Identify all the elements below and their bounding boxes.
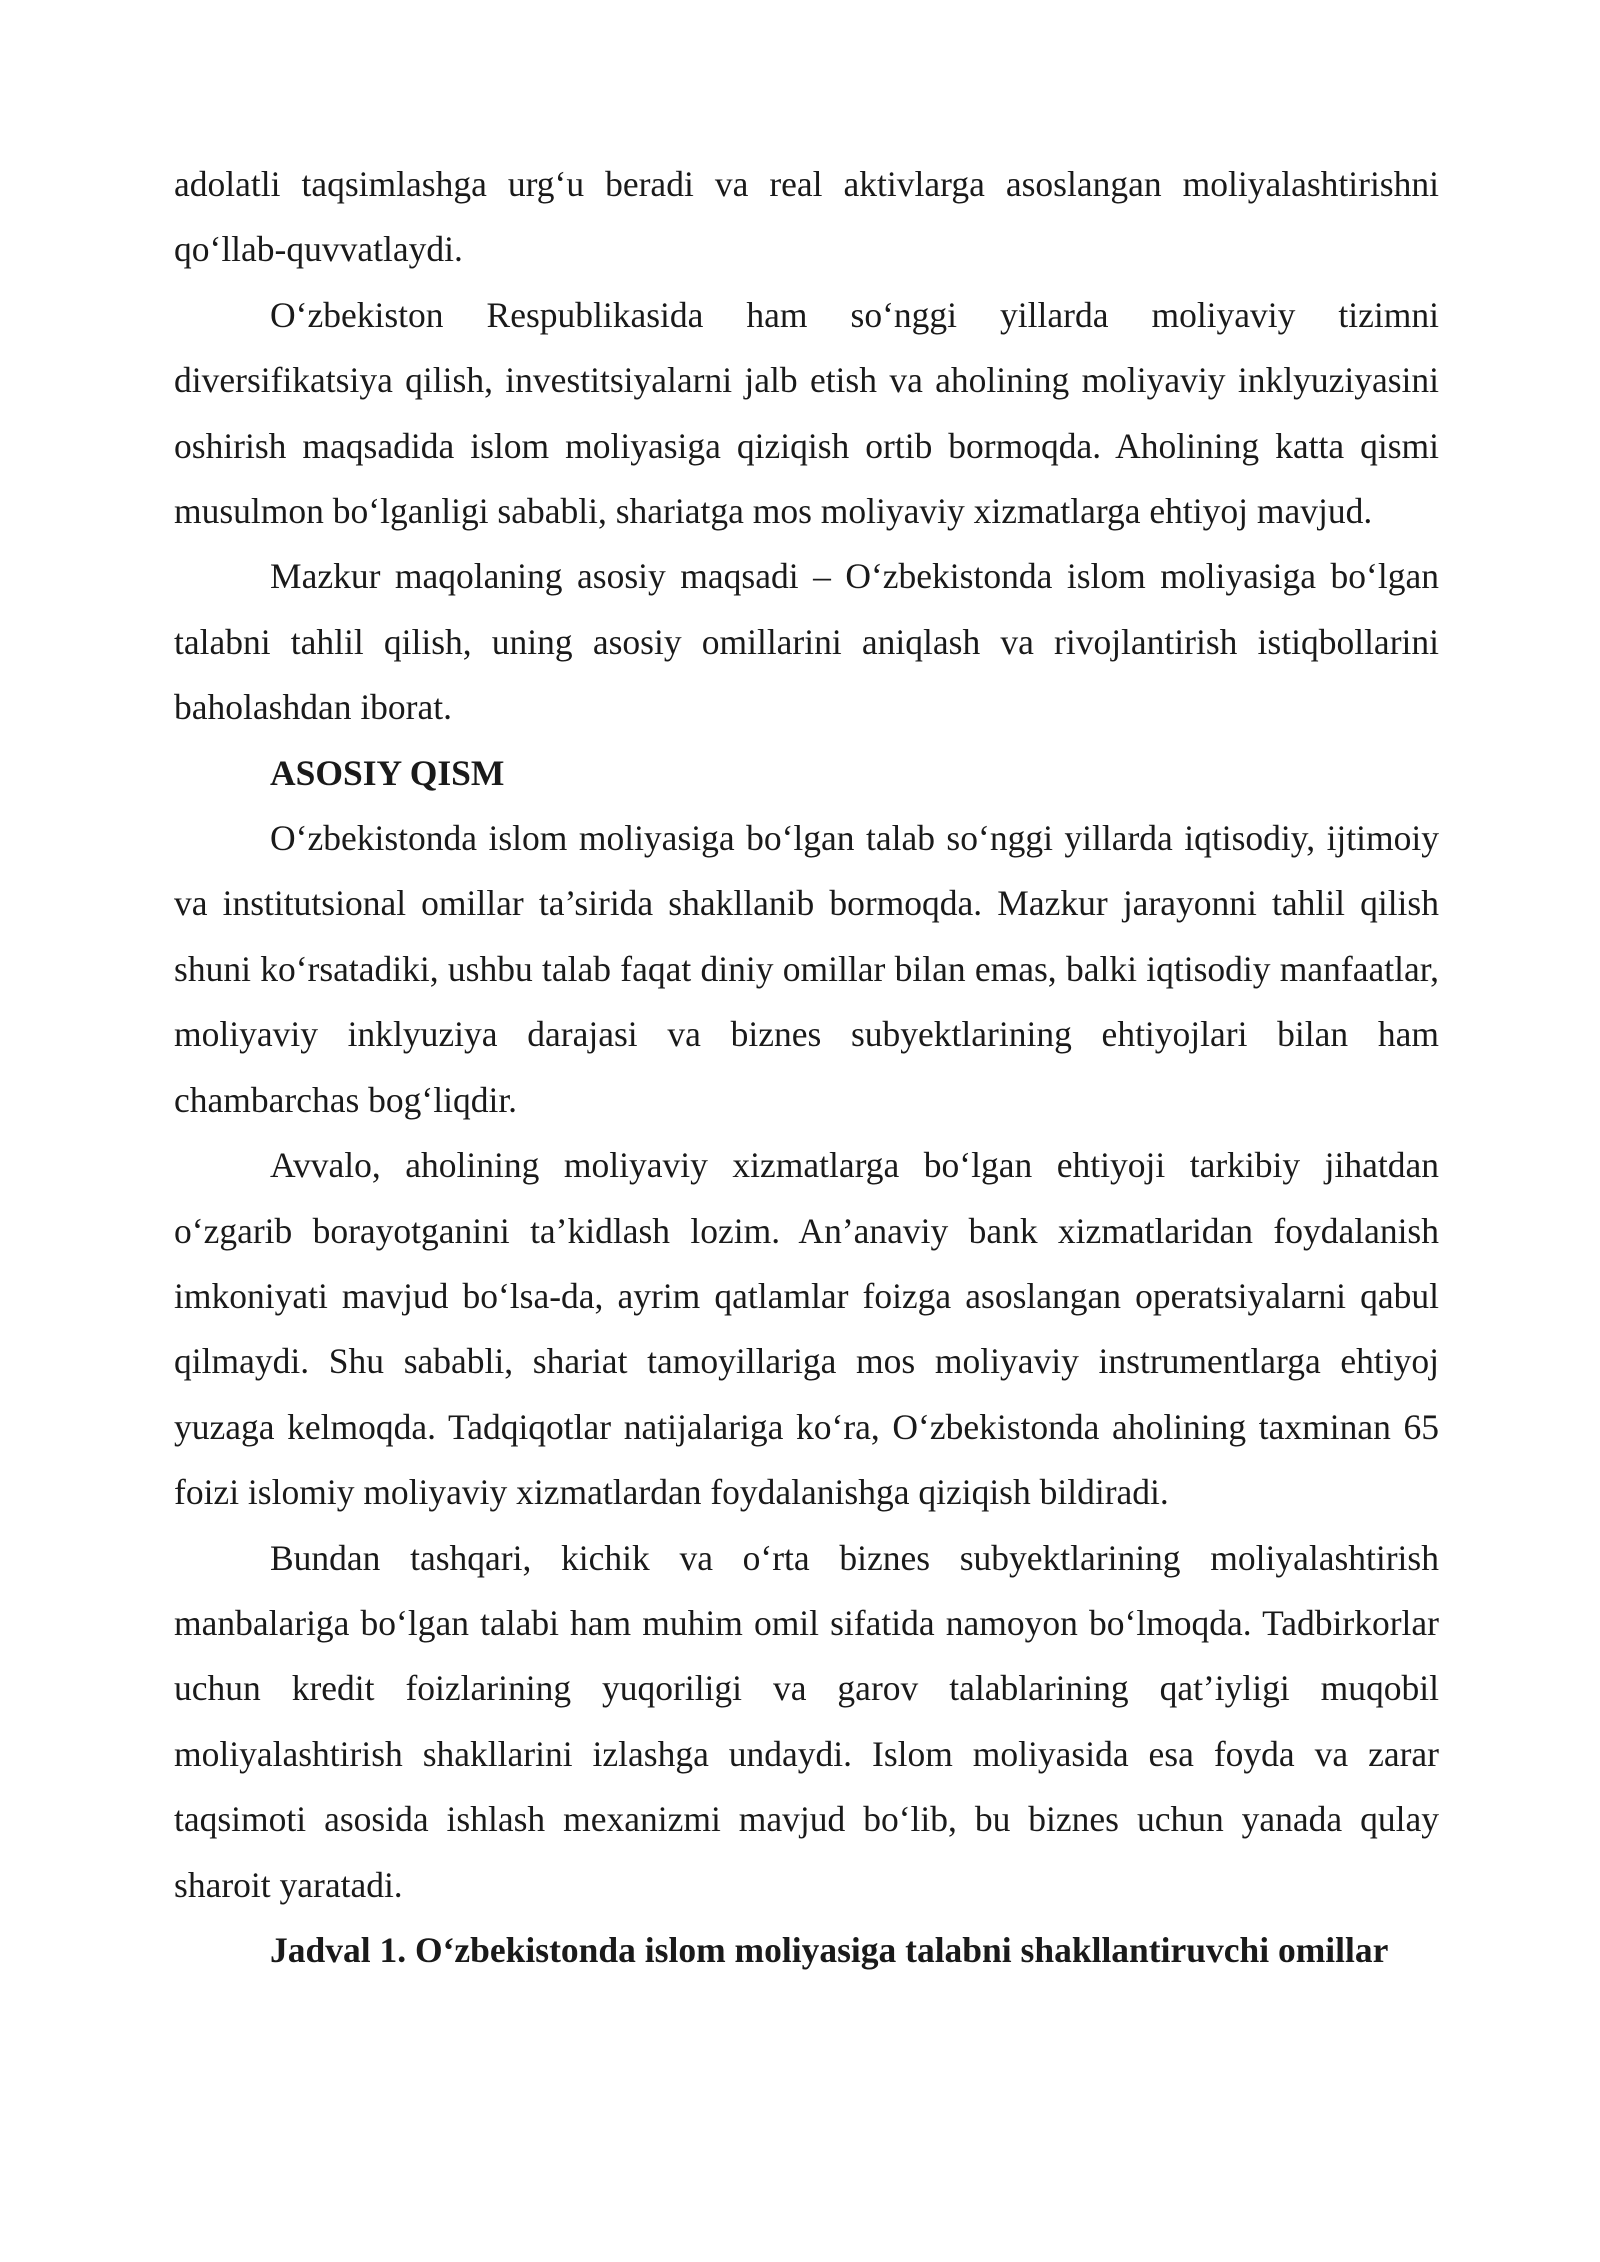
paragraph-sme-financing: Bundan tashqari, kichik va o‘rta biznes subyektlarining moliyalashtirish manbalariga bo‘lgan talabi ham muhim omil sifatida namoyon bo‘lmoqda. Tadbirkorlar uchun kredit foizlarining yuqoriligi va garov talablarining qat’iyligi muqobil moliyalashtirish shakllarini izlashga undaydi. Islom moliyasida esa foyda va zarar taqsimoti asosida ishlash mexanizmi mavjud bo‘lib, bu biznes uchun yanada qulay sharoit yaratadi. bbox=[174, 1537, 1439, 1905]
section-heading: ASOSIY QISM bbox=[270, 752, 505, 793]
body-text bbox=[174, 152, 1439, 1983]
table-caption: Jadval 1. O‘zbekistonda islom moliyasiga talabni shakllantiruvchi omillar bbox=[270, 1929, 1389, 1970]
paragraph-uzbekistan-interest: O‘zbekiston Respublikasida ham so‘nggi yillarda moliyaviy tizimni diversifikatsiya qilish, investitsiyalarni jalb etish va aholining moliyaviy inklyuziyasini oshirish maqsadida islom moliyasiga qiziqish ortib bormoqda. Aholining katta qismi musulmon bo‘lganligi sababli, shariatga mos moliyaviy xizmatlarga ehtiyoj mavjud. bbox=[174, 294, 1439, 532]
paragraph-population-needs: Avvalo, aholining moliyaviy xizmatlarga bo‘lgan ehtiyoji tarkibiy jihatdan o‘zgarib borayotganini ta’kidlash lozim. An’anaviy bank xizmatlaridan foydalanish imkoniyati mavjud bo‘lsa-da, ayrim qatlamlar foizga asoslangan operatsiyalarni qabul qilmaydi. Shu sababli, shariat tamoyillariga mos moliyaviy instrumentlarga ehtiyoj yuzaga kelmoqda. Tadqiqotlar natijalariga ko‘ra, O‘zbekistonda aholining taxminan 65 foizi islomiy moliyaviy xizmatlardan foydalanishga qiziqish bildiradi. bbox=[174, 1145, 1439, 1513]
paragraph-continuation: adolatli taqsimlashga urg‘u beradi va real aktivlarga asoslangan moliyalashtirishni qo‘llab-quvvatlaydi. bbox=[174, 164, 1439, 270]
paragraph-demand-factors: O‘zbekistonda islom moliyasiga bo‘lgan talab so‘nggi yillarda iqtisodiy, ijtimoiy va institutsional omillar ta’sirida shakllanib bormoqda. Mazkur jarayonni tahlil qilish shuni ko‘rsatadiki, ushbu talab faqat diniy omillar bilan emas, balki iqtisodiy manfaatlar, moliyaviy inklyuziya darajasi va biznes subyektlarining ehtiyojlari bilan ham chambarchas bog‘liqdir. bbox=[174, 818, 1439, 1120]
paragraph-article-aim: Mazkur maqolaning asosiy maqsadi – O‘zbekistonda islom moliyasiga bo‘lgan talabni tahlil qilish, uning asosiy omillarini aniqlash va rivojlantirish istiqbollarini baholashdan iborat. bbox=[174, 556, 1439, 728]
